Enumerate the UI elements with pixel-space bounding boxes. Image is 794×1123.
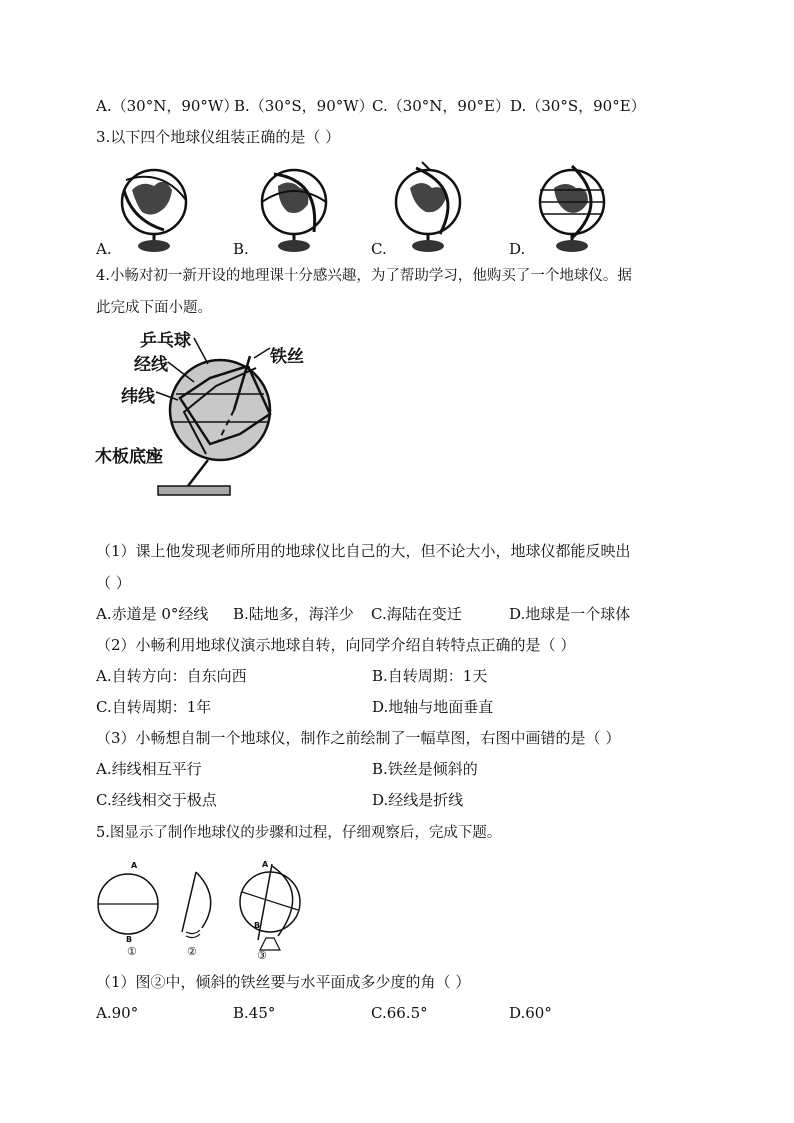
q5-1-option-d: D.60° [509,1004,552,1022]
q4-2-option-c: C.自转周期：1年 [96,698,212,716]
q4-3-stem: （3）小畅想自制一个地球仪，制作之前绘制了一幅草图，右图中画错的是（ ） [96,729,621,747]
q3-stem: 3.以下四个地球仪组装正确的是（ ） [96,128,341,146]
label-tiesi: 铁丝 [270,347,304,367]
q4-1-option-a: A.赤道是 0°经线 [96,605,209,623]
q5-stem: 5.图显示了制作地球仪的步骤和过程，仔细观察后，完成下题。 [96,825,502,841]
q5-1-option-c: C.66.5° [371,1004,428,1022]
label-jingxian: 经线 [134,355,168,375]
step1-number: ① [127,945,137,958]
q5-1-stem: （1）图②中，倾斜的铁丝要与水平面成多少度的角（ ） [96,973,471,991]
globe-label-b: B. [233,240,249,258]
q4-1-stem-line1: （1）课上他发现老师所用的地球仪比自己的大，但不论大小，地球仪都能反映出 [96,542,631,560]
q5-1-option-b: B.45° [233,1004,276,1022]
globe-label-a: A. [96,240,112,258]
step1-label-a: A [131,861,138,870]
globe-label-d: D. [509,240,526,258]
q4-2-option-b: B.自转周期：1天 [372,667,488,685]
label-base: 木板底座 [95,447,163,467]
q4-2-option-a: A.自转方向：自东向西 [96,667,247,685]
q4-stem-line1: 4.小畅对初一新开设的地理课十分感兴趣，为了帮助学习，他购买了一个地球仪。据 [96,268,632,284]
step3-number: ③ [257,949,267,962]
q4-2-option-d: D.地轴与地面垂直 [372,698,494,716]
q4-1-option-d: D.地球是一个球体 [509,605,631,623]
step1-label-b: B [126,935,133,944]
q4-1-option-c: C.海陆在变迁 [371,605,462,623]
q2-option-d: D.（30°S，90°E） [510,97,646,115]
globe-figure-c [388,158,478,255]
globe-figure-b [252,160,342,255]
q4-1-option-b: B.陆地多，海洋少 [233,605,354,623]
q2-option-b: B.（30°S，90°W） [234,97,374,115]
step3-label-b: B [254,921,261,930]
q4-3-option-c: C.经线相交于极点 [96,791,217,809]
globe-figure-d [530,160,620,255]
label-pingpong: 乒乓球 [140,331,191,351]
q5-1-option-a: A.90° [96,1004,139,1022]
q2-option-a: A.（30°N，90°W） [96,97,239,115]
globe-label-c: C. [371,240,387,258]
step2-number: ② [187,945,197,958]
q4-3-option-d: D.经线是折线 [372,791,464,809]
q4-3-option-a: A.纬线相互平行 [96,760,202,778]
step3-label-a: A [262,860,269,869]
q4-2-stem: （2）小畅利用地球仪演示地球自转，向同学介绍自转特点正确的是（ ） [96,636,576,654]
q2-option-c: C.（30°N，90°E） [372,97,510,115]
globe-figure-a [112,160,202,255]
label-weixian: 纬线 [121,387,155,407]
q4-1-stem-line2: （ ） [96,574,131,592]
q4-stem-line2: 此完成下面小题。 [96,300,212,316]
q4-3-option-b: B.铁丝是倾斜的 [372,760,478,778]
